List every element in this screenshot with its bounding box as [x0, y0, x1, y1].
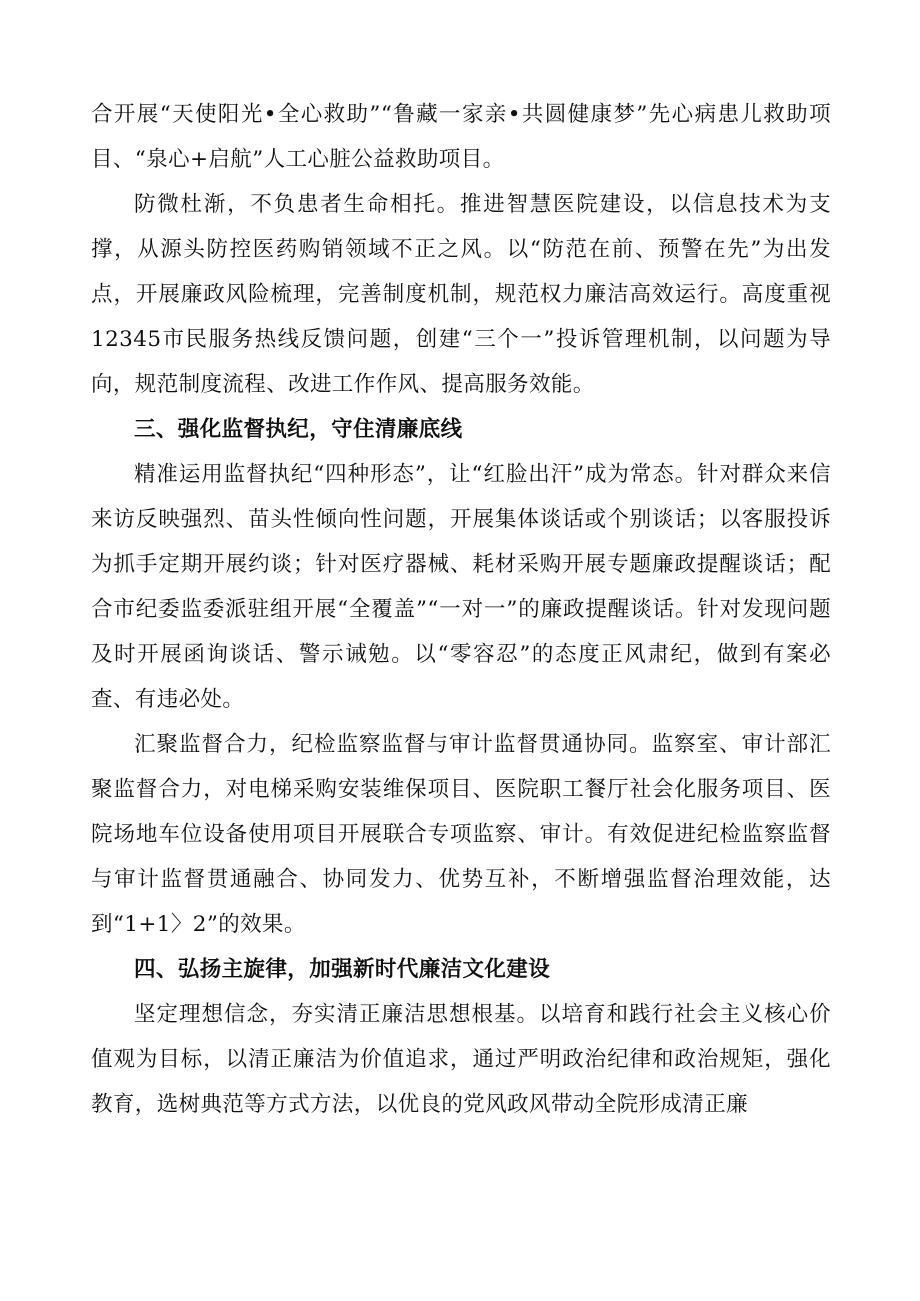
- paragraph-prevention: 防微杜渐，不负患者生命相托。推进智慧医院建设，以信息技术为支撑，从源头防控医药购销领域不正之风。以“防范在前、预警在先”为出发点，开展廉政风险梳理，完善制度机制，规范权力廉洁高效运行。高度重视12345市民服务热线反馈问题，创建“三个一”投诉管理机制，以问题为导向，规范制度流程、改进工作作风、提高服务效能。: [91, 192, 831, 397]
- paragraph-rescue-projects: 合开展“天使阳光•全心救助”“鲁藏一家亲•共圆健康梦”先心病患儿救助项目、“泉心+启航”人工心脏公益救助项目。: [91, 102, 831, 172]
- section-heading-supervision: 三、强化监督执纪，守住清廉底线: [134, 417, 463, 442]
- document-page: [91, 92, 831, 1127]
- paragraph-four-forms: 精准运用监督执纪“四种形态”，让“红脸出汗”成为常态。针对群众来信来访反映强烈、苗头性倾向性问题，开展集体谈话或个别谈话；以客服投诉为抓手定期开展约谈；针对医疗器械、耗材采购开展专题廉政提醒谈话；配合市纪委监委派驻组开展“全覆盖”“一对一”的廉政提醒谈话。针对发现问题及时开展函询谈话、警示诫勉。以“零容忍”的态度正风肃纪，做到有案必查、有违必处。: [91, 462, 831, 712]
- section-heading-culture: 四、弘扬主旋律，加强新时代廉洁文化建设: [134, 957, 551, 982]
- paragraph-ideals: 坚定理想信念，夯实清正廉洁思想根基。以培育和践行社会主义核心价值观为目标，以清正廉洁为价值追求，通过严明政治纪律和政治规矩，强化教育，选树典范等方式方法，以优良的党风政风带动全院形成清正廉: [91, 1002, 831, 1117]
- paragraph-joint-supervision: 汇聚监督合力，纪检监察监督与审计监督贯通协同。监察室、审计部汇聚监督合力，对电梯采购安装维保项目、医院职工餐厅社会化服务项目、医院场地车位设备使用项目开展联合专项监察、审计。有效促进纪检监察监督与审计监督贯通融合、协同发力、优势互补，不断增强监督治理效能，达到“1+1〉2”的效果。: [91, 732, 831, 937]
